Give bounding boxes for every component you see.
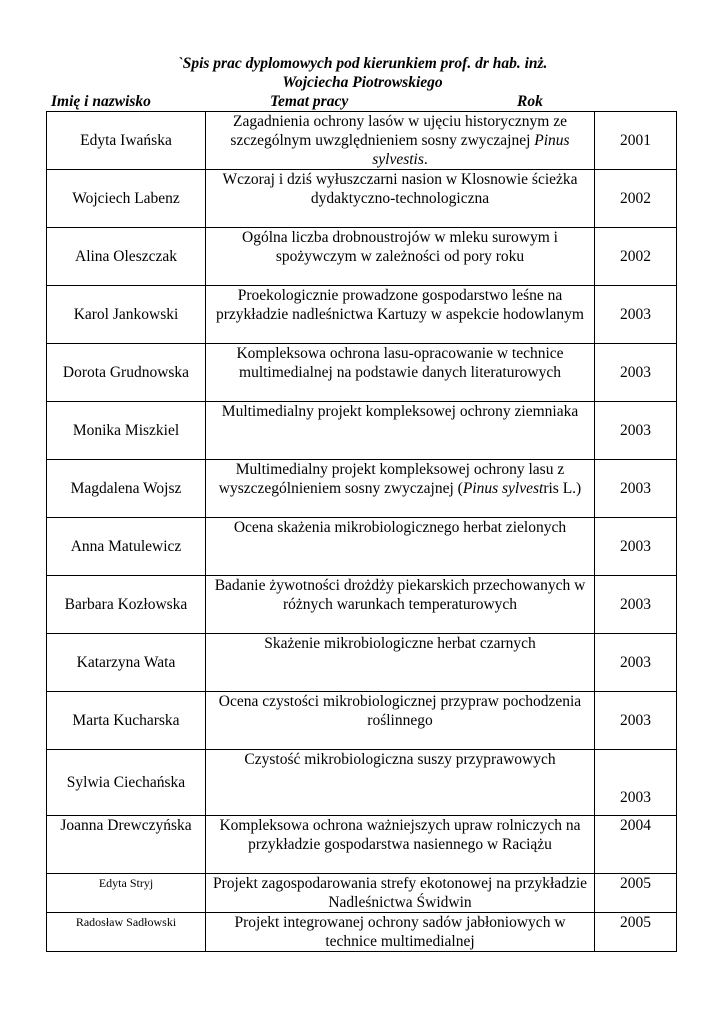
thesis-topic: Projekt integrowanej ochrony sadów jabłoniowych w technice multimedialnej bbox=[206, 913, 595, 952]
thesis-year: 2003 bbox=[595, 286, 677, 344]
thesis-year: 2005 bbox=[595, 874, 677, 913]
table-row bbox=[47, 518, 677, 576]
thesis-year: 2004 bbox=[595, 816, 677, 874]
table-row bbox=[47, 228, 677, 286]
thesis-year: 2003 bbox=[595, 518, 677, 576]
table-row bbox=[47, 576, 677, 634]
thesis-year: 2003 bbox=[595, 750, 677, 816]
thesis-topic: Ocena skażenia mikrobiologicznego herbat zielonych bbox=[206, 518, 595, 576]
table-row bbox=[47, 750, 677, 816]
table-row bbox=[47, 874, 677, 913]
thesis-topic: Skażenie mikrobiologiczne herbat czarnych bbox=[206, 634, 595, 692]
thesis-topic: Czystość mikrobiologiczna suszy przyprawowych bbox=[206, 750, 595, 816]
thesis-topic: Ocena czystości mikrobiologicznej przypraw pochodzenia roślinnego bbox=[206, 692, 595, 750]
thesis-year: 2003 bbox=[595, 402, 677, 460]
author-name: Wojciech Labenz bbox=[47, 170, 206, 228]
author-name: Monika Miszkiel bbox=[47, 402, 206, 460]
thesis-year: 2002 bbox=[595, 228, 677, 286]
author-name: Dorota Grudnowska bbox=[47, 344, 206, 402]
latin-species-name: Pinus sylvestis bbox=[372, 132, 570, 168]
table-row bbox=[47, 402, 677, 460]
thesis-topic: Multimedialny projekt kompleksowej ochrony ziemniaka bbox=[206, 402, 595, 460]
author-name: Sylwia Ciechańska bbox=[47, 750, 206, 816]
table-row bbox=[47, 816, 677, 874]
author-name: Magdalena Wojsz bbox=[47, 460, 206, 518]
thesis-year: 2003 bbox=[595, 692, 677, 750]
thesis-topic: Kompleksowa ochrona ważniejszych upraw rolniczych na przykładzie gospodarstwa nasiennego w Raciążu bbox=[206, 816, 595, 874]
thesis-year: 2003 bbox=[595, 344, 677, 402]
table-row bbox=[47, 112, 677, 170]
author-name: Katarzyna Wata bbox=[47, 634, 206, 692]
column-header-name: Imię i nazwisko bbox=[51, 93, 151, 110]
thesis-topic: Proekologicznie prowadzone gospodarstwo leśne na przykładzie nadleśnictwa Kartuzy w aspekcie hodowlanym bbox=[206, 286, 595, 344]
thesis-year: 2003 bbox=[595, 634, 677, 692]
table-row bbox=[47, 634, 677, 692]
document-title-line-1: `Spis prac dyplomowych pod kierunkiem prof. dr hab. inż. bbox=[177, 55, 548, 72]
table-row bbox=[47, 692, 677, 750]
table-row bbox=[47, 460, 677, 518]
column-header-topic: Temat pracy bbox=[270, 93, 349, 110]
thesis-topic: Projekt zagospodarowania strefy ekotonowej na przykładzie Nadleśnictwa Świdwin bbox=[206, 874, 595, 913]
thesis-year: 2001 bbox=[595, 112, 677, 170]
table-row bbox=[47, 286, 677, 344]
author-name: Marta Kucharska bbox=[47, 692, 206, 750]
thesis-year: 2005 bbox=[595, 913, 677, 952]
table-row bbox=[47, 344, 677, 402]
thesis-topic: Kompleksowa ochrona lasu-opracowanie w technice multimedialnej na podstawie danych literaturowych bbox=[206, 344, 595, 402]
author-name: Anna Matulewicz bbox=[47, 518, 206, 576]
table-row bbox=[47, 913, 677, 952]
document-title-line-2: Wojciecha Piotrowskiego bbox=[282, 74, 443, 91]
author-name: Karol Jankowski bbox=[47, 286, 206, 344]
table-row bbox=[47, 170, 677, 228]
latin-species-name: Pinus sylvest bbox=[462, 480, 544, 497]
author-name: Alina Oleszczak bbox=[47, 228, 206, 286]
thesis-year: 2003 bbox=[595, 576, 677, 634]
thesis-topic: Wczoraj i dziś wyłuszczarni nasion w Klosnowie ścieżka dydaktyczno-technologiczna bbox=[206, 170, 595, 228]
theses-table bbox=[46, 111, 677, 952]
thesis-topic: Multimedialny projekt kompleksowej ochrony lasu z wyszczególnieniem sosny zwyczajnej (Pinus sylvestris L.) bbox=[206, 460, 595, 518]
author-name: Edyta Stryj bbox=[47, 874, 206, 913]
thesis-year: 2003 bbox=[595, 460, 677, 518]
thesis-topic: Ogólna liczba drobnoustrojów w mleku surowym i spożywczym w zależności od pory roku bbox=[206, 228, 595, 286]
thesis-topic: Badanie żywotności drożdży piekarskich przechowanych w różnych warunkach temperaturowych bbox=[206, 576, 595, 634]
author-name: Radosław Sadłowski bbox=[47, 913, 206, 952]
thesis-year: 2002 bbox=[595, 170, 677, 228]
author-name: Joanna Drewczyńska bbox=[47, 816, 206, 874]
author-name: Edyta Iwańska bbox=[47, 112, 206, 170]
author-name: Barbara Kozłowska bbox=[47, 576, 206, 634]
column-header-year: Rok bbox=[517, 93, 543, 110]
thesis-topic: Zagadnienia ochrony lasów w ujęciu historycznym ze szczególnym uwzględnieniem sosny zwyczajnej Pinus sylvestis. bbox=[206, 112, 595, 170]
